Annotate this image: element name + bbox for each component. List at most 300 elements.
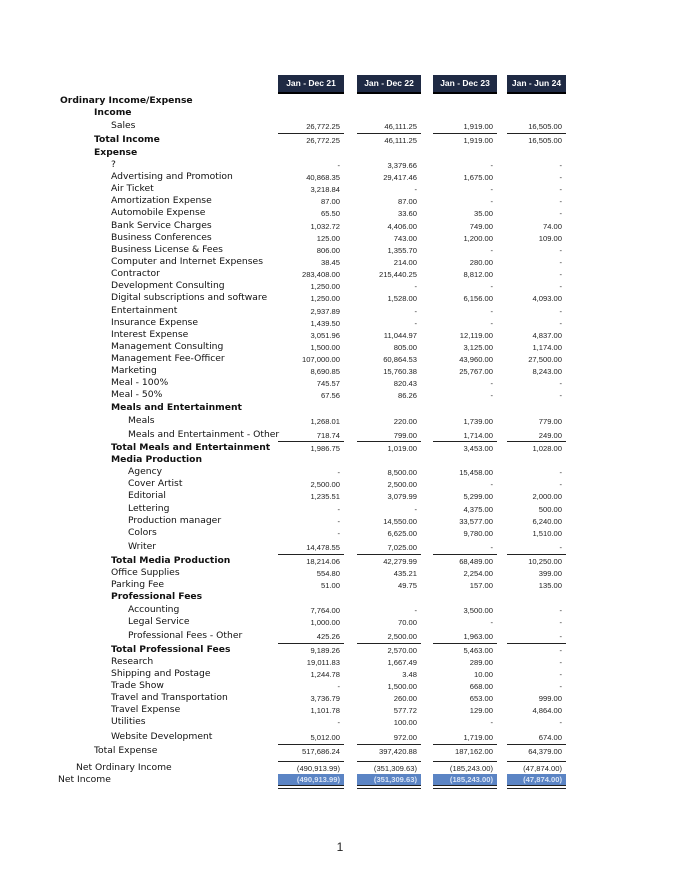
cell-value: 1,250.00 — [310, 282, 340, 291]
row-label: Meals and Entertainment - Other — [128, 429, 280, 440]
cell-value: 1,250.00 — [310, 294, 340, 303]
cell-value: 51.00 — [320, 581, 340, 590]
table-row — [0, 207, 680, 219]
table-row — [0, 329, 680, 341]
cell-value: 19,011.83 — [306, 658, 340, 667]
cell-value: (185,243.00) — [449, 764, 493, 773]
table-row — [0, 134, 680, 146]
cell-value: 554.80 — [316, 569, 340, 578]
cell-value: - — [337, 505, 340, 514]
row-label: Total Professional Fees — [111, 644, 231, 655]
table-row — [0, 402, 680, 414]
row-label: Cover Artist — [128, 478, 183, 489]
cell-value: 1,355.70 — [387, 246, 417, 255]
table-row — [0, 630, 680, 642]
cell-value: 517,686.24 — [301, 747, 340, 756]
cell-value: - — [559, 197, 562, 206]
cell-value: 40,868.35 — [306, 173, 340, 182]
cell-value: 16,505.00 — [528, 136, 562, 145]
row-label: Utilities — [111, 716, 146, 727]
cell-value: 86.26 — [397, 391, 417, 400]
cell-value: - — [337, 682, 340, 691]
cell-value: 29,417.46 — [383, 173, 417, 182]
row-label: Interest Expense — [111, 329, 189, 340]
row-label: Business License & Fees — [111, 244, 223, 255]
table-row — [0, 692, 680, 704]
table-row — [0, 171, 680, 183]
cell-value: 5,463.00 — [463, 646, 493, 655]
cell-value: - — [490, 307, 493, 316]
subtotal-rule — [357, 744, 421, 745]
table-row — [0, 389, 680, 401]
subtotal-rule — [507, 744, 566, 745]
cell-value: 46,111.25 — [384, 122, 417, 131]
table-row — [0, 377, 680, 389]
row-label: Total Income — [94, 134, 160, 145]
cell-value: 157.00 — [469, 581, 493, 590]
page-number: 1 — [336, 840, 344, 854]
cell-value: - — [559, 618, 562, 627]
table-row — [0, 490, 680, 502]
cell-value: 26,772.25 — [306, 136, 340, 145]
cell-value: (351,309.63) — [357, 774, 421, 785]
subtotal-rule — [507, 554, 566, 555]
subtotal-rule — [433, 554, 497, 555]
cell-value: 7,764.00 — [310, 606, 340, 615]
table-row — [0, 668, 680, 680]
cell-value: 5,299.00 — [463, 492, 493, 501]
cell-value: 397,420.88 — [378, 747, 417, 756]
cell-value: - — [559, 646, 562, 655]
cell-value: 653.00 — [469, 694, 493, 703]
table-row — [0, 107, 680, 119]
row-label: Professional Fees - Other — [128, 630, 243, 641]
row-label: Parking Fee — [111, 579, 165, 590]
row-label: Colors — [128, 527, 157, 538]
table-row — [0, 478, 680, 490]
cell-value: 3,736.79 — [310, 694, 340, 703]
cell-value: 18,214.06 — [306, 557, 340, 566]
table-row — [0, 429, 680, 441]
cell-value: 779.00 — [538, 417, 562, 426]
cell-value: 1,714.00 — [463, 431, 493, 440]
cell-value: 820.43 — [393, 379, 417, 388]
table-row — [0, 195, 680, 207]
subtotal-rule — [433, 761, 497, 762]
row-label: Meal - 50% — [111, 389, 163, 400]
double-underline — [278, 785, 344, 789]
table-row — [0, 442, 680, 454]
cell-value: 249.00 — [538, 431, 562, 440]
table-row — [0, 147, 680, 159]
cell-value: - — [490, 246, 493, 255]
cell-value: 15,760.38 — [383, 367, 417, 376]
table-row — [0, 95, 680, 107]
cell-value: (185,243.00) — [433, 774, 497, 785]
cell-value: - — [559, 161, 562, 170]
cell-value: (490,913.99) — [296, 764, 340, 773]
cell-value: 674.00 — [538, 733, 562, 742]
row-label: Insurance Expense — [111, 317, 198, 328]
row-label: Total Expense — [94, 745, 158, 756]
subtotal-rule — [507, 133, 566, 134]
table-row — [0, 604, 680, 616]
cell-value: 1,235.51 — [310, 492, 340, 501]
row-label: Net Ordinary Income — [76, 762, 172, 773]
cell-value: 43,960.00 — [459, 355, 493, 364]
cell-value: 3,051.96 — [310, 331, 340, 340]
row-label: Air Ticket — [111, 183, 154, 194]
row-label: Sales — [111, 120, 136, 131]
cell-value: 799.00 — [393, 431, 417, 440]
cell-value: 2,937.89 — [310, 307, 340, 316]
cell-value: 749.00 — [469, 222, 493, 231]
cell-value: 9,189.26 — [310, 646, 340, 655]
cell-value: 5,012.00 — [310, 733, 340, 742]
subtotal-rule — [507, 441, 566, 442]
cell-value: 668.00 — [469, 682, 493, 691]
cell-value: 4,837.00 — [532, 331, 562, 340]
cell-value: 87.00 — [320, 197, 340, 206]
table-row — [0, 353, 680, 365]
table-row — [0, 183, 680, 195]
table-row — [0, 244, 680, 256]
cell-value: - — [559, 543, 562, 552]
cell-value: 214.00 — [393, 258, 417, 267]
cell-value: 283,408.00 — [301, 270, 340, 279]
cell-value: - — [559, 606, 562, 615]
column-header: Jan - Dec 22 — [357, 75, 421, 92]
row-label: Accounting — [128, 604, 180, 615]
cell-value: - — [559, 379, 562, 388]
cell-value: 100.00 — [393, 718, 417, 727]
table-row — [0, 317, 680, 329]
row-label: Website Development — [111, 731, 213, 742]
row-label: Income — [94, 107, 132, 118]
column-header: Jan - Dec 23 — [433, 75, 497, 92]
row-label: Meal - 100% — [111, 377, 169, 388]
row-label: Production manager — [128, 515, 222, 526]
cell-value: 25,767.00 — [459, 367, 493, 376]
cell-value: - — [490, 185, 493, 194]
cell-value: 14,550.00 — [383, 517, 417, 526]
cell-value: 6,625.00 — [387, 529, 417, 538]
cell-value: 1,101.78 — [310, 706, 340, 715]
table-row — [0, 292, 680, 304]
cell-value: 1,032.72 — [310, 222, 340, 231]
cell-value: - — [559, 282, 562, 291]
cell-value: - — [337, 161, 340, 170]
cell-value: 33.60 — [397, 209, 417, 218]
cell-value: 1,019.00 — [387, 444, 417, 453]
cell-value: 1,028.00 — [532, 444, 562, 453]
cell-value: 1,510.00 — [532, 529, 562, 538]
cell-value: - — [559, 258, 562, 267]
cell-value: 65.50 — [320, 209, 340, 218]
cell-value: 2,500.00 — [387, 632, 417, 641]
double-underline — [507, 785, 566, 789]
cell-value: 7,025.00 — [387, 543, 417, 552]
cell-value: - — [559, 718, 562, 727]
subtotal-rule — [278, 744, 344, 745]
cell-value: 15,458.00 — [459, 468, 493, 477]
cell-value: 49.75 — [397, 581, 417, 590]
cell-value: 220.00 — [393, 417, 417, 426]
cell-value: 972.00 — [393, 733, 417, 742]
row-label: Shipping and Postage — [111, 668, 211, 679]
cell-value: 3,500.00 — [463, 606, 493, 615]
cell-value: - — [559, 319, 562, 328]
cell-value: 187,162.00 — [454, 747, 493, 756]
table-row — [0, 120, 680, 132]
subtotal-rule — [278, 441, 344, 442]
cell-value: 1,719.00 — [463, 733, 493, 742]
cell-value: 16,505.00 — [528, 122, 562, 131]
row-label: Advertising and Promotion — [111, 171, 233, 182]
cell-value: - — [414, 319, 417, 328]
row-label: Media Production — [111, 454, 203, 465]
row-label: Research — [111, 656, 154, 667]
subtotal-rule — [507, 761, 566, 762]
cell-value: 435.21 — [393, 569, 417, 578]
table-row — [0, 527, 680, 539]
cell-value: 135.00 — [538, 581, 562, 590]
row-label: Travel and Transportation — [111, 692, 228, 703]
table-row — [0, 731, 680, 743]
row-label: Expense — [94, 147, 138, 158]
cell-value: 67.56 — [320, 391, 340, 400]
table-row — [0, 774, 680, 786]
subtotal-rule — [278, 554, 344, 555]
cell-value: - — [490, 543, 493, 552]
row-label: Net Income — [58, 774, 111, 785]
cell-value: 87.00 — [397, 197, 417, 206]
column-header: Jan - Dec 21 — [278, 75, 344, 92]
cell-value: (47,874.00) — [507, 774, 566, 785]
cell-value: 11,044.97 — [383, 331, 417, 340]
cell-value: - — [490, 718, 493, 727]
cell-value: 129.00 — [469, 706, 493, 715]
cell-value: - — [559, 391, 562, 400]
cell-value: - — [337, 718, 340, 727]
cell-value: 1,244.78 — [310, 670, 340, 679]
cell-value: 743.00 — [393, 234, 417, 243]
cell-value: 1,986.75 — [310, 444, 340, 453]
cell-value: 745.57 — [316, 379, 340, 388]
cell-value: 1,919.00 — [463, 122, 493, 131]
row-label: Professional Fees — [111, 591, 203, 602]
row-label: Trade Show — [111, 680, 164, 691]
cell-value: 806.00 — [316, 246, 340, 255]
table-row — [0, 305, 680, 317]
cell-value: 4,406.00 — [387, 222, 417, 231]
row-label: Total Media Production — [111, 555, 231, 566]
subtotal-rule — [278, 761, 344, 762]
cell-value: 42,279.99 — [383, 557, 417, 566]
cell-value: 68,489.00 — [459, 557, 493, 566]
cell-value: - — [490, 282, 493, 291]
cell-value: - — [414, 606, 417, 615]
cell-value: 107,000.00 — [301, 355, 340, 364]
cell-value: - — [490, 480, 493, 489]
double-underline — [357, 785, 421, 789]
cell-value: 1,739.00 — [463, 417, 493, 426]
cell-value: - — [414, 505, 417, 514]
row-label: Meals and Entertainment — [111, 402, 242, 413]
cell-value: 2,500.00 — [387, 480, 417, 489]
cell-value: - — [559, 270, 562, 279]
cell-value: (490,913.99) — [278, 774, 344, 785]
cell-value: 27,500.00 — [528, 355, 562, 364]
cell-value: 1,675.00 — [463, 173, 493, 182]
cell-value: 33,577.00 — [459, 517, 493, 526]
cell-value: - — [559, 670, 562, 679]
cell-value: 805.00 — [393, 343, 417, 352]
cell-value: 8,690.85 — [310, 367, 340, 376]
row-label: Development Consulting — [111, 280, 225, 291]
table-row — [0, 762, 680, 774]
cell-value: 8,500.00 — [387, 468, 417, 477]
subtotal-rule — [278, 133, 344, 134]
cell-value: 2,000.00 — [532, 492, 562, 501]
row-label: Editorial — [128, 490, 166, 501]
row-label: ? — [111, 159, 116, 170]
table-row — [0, 656, 680, 668]
cell-value: 4,864.00 — [532, 706, 562, 715]
cell-value: - — [490, 618, 493, 627]
subtotal-rule — [357, 643, 421, 644]
cell-value: - — [414, 282, 417, 291]
row-label: Meals — [128, 415, 155, 426]
cell-value: 260.00 — [393, 694, 417, 703]
table-row — [0, 644, 680, 656]
cell-value: - — [559, 480, 562, 489]
cell-value: 8,243.00 — [532, 367, 562, 376]
cell-value: 6,156.00 — [463, 294, 493, 303]
table-row — [0, 280, 680, 292]
cell-value: 2,500.00 — [310, 480, 340, 489]
cell-value: 1,963.00 — [463, 632, 493, 641]
cell-value: 1,439.50 — [310, 319, 340, 328]
row-label: Amortization Expense — [111, 195, 212, 206]
table-row — [0, 159, 680, 171]
table-row — [0, 745, 680, 757]
cell-value: 399.00 — [538, 569, 562, 578]
cell-value: - — [559, 632, 562, 641]
row-label: Digital subscriptions and software — [111, 292, 268, 303]
cell-value: 3,453.00 — [463, 444, 493, 453]
cell-value: 215,440.25 — [378, 270, 417, 279]
column-header: Jan - Jun 24 — [507, 75, 566, 92]
cell-value: 8,812.00 — [463, 270, 493, 279]
table-row — [0, 716, 680, 728]
cell-value: - — [559, 468, 562, 477]
cell-value: 10,250.00 — [528, 557, 562, 566]
table-row — [0, 415, 680, 427]
cell-value: 718.74 — [316, 431, 340, 440]
row-label: Ordinary Income/Expense — [60, 95, 193, 106]
subtotal-rule — [433, 744, 497, 745]
row-label: Writer — [128, 541, 157, 552]
cell-value: 14,478.55 — [306, 543, 340, 552]
subtotal-rule — [433, 133, 497, 134]
cell-value: 289.00 — [469, 658, 493, 667]
row-label: Contractor — [111, 268, 160, 279]
cell-value: 2,570.00 — [387, 646, 417, 655]
cell-value: 46,111.25 — [384, 136, 417, 145]
subtotal-rule — [357, 554, 421, 555]
cell-value: 35.00 — [473, 209, 493, 218]
subtotal-rule — [433, 441, 497, 442]
cell-value: - — [559, 658, 562, 667]
cell-value: 125.00 — [316, 234, 340, 243]
table-row — [0, 268, 680, 280]
table-row — [0, 680, 680, 692]
table-row — [0, 515, 680, 527]
cell-value: (351,309.63) — [373, 764, 417, 773]
table-row — [0, 454, 680, 466]
subtotal-rule — [357, 761, 421, 762]
table-row — [0, 232, 680, 244]
row-label: Management Fee-Officer — [111, 353, 225, 364]
subtotal-rule — [357, 133, 421, 134]
row-label: Entertainment — [111, 305, 178, 316]
subtotal-rule — [507, 643, 566, 644]
cell-value: 10.00 — [473, 670, 493, 679]
cell-value: 70.00 — [397, 618, 417, 627]
cell-value: - — [414, 185, 417, 194]
cell-value: 12,119.00 — [459, 331, 493, 340]
subtotal-rule — [433, 643, 497, 644]
cell-value: - — [559, 173, 562, 182]
row-label: Total Meals and Entertainment — [111, 442, 271, 453]
row-label: Legal Service — [128, 616, 190, 627]
cell-value: - — [490, 197, 493, 206]
cell-value: 3,125.00 — [463, 343, 493, 352]
subtotal-rule — [278, 643, 344, 644]
cell-value: 280.00 — [469, 258, 493, 267]
cell-value: (47,874.00) — [523, 764, 562, 773]
cell-value: 1,268.01 — [310, 417, 340, 426]
cell-value: - — [559, 209, 562, 218]
table-row — [0, 341, 680, 353]
table-row — [0, 616, 680, 628]
cell-value: - — [337, 529, 340, 538]
cell-value: 577.72 — [393, 706, 417, 715]
row-label: Marketing — [111, 365, 157, 376]
cell-value: - — [559, 307, 562, 316]
cell-value: - — [490, 379, 493, 388]
cell-value: 500.00 — [538, 505, 562, 514]
cell-value: - — [490, 161, 493, 170]
cell-value: 9,780.00 — [463, 529, 493, 538]
table-row — [0, 256, 680, 268]
table-row — [0, 555, 680, 567]
cell-value: 1,200.00 — [463, 234, 493, 243]
row-label: Office Supplies — [111, 567, 180, 578]
table-row — [0, 220, 680, 232]
cell-value: 999.00 — [538, 694, 562, 703]
cell-value: 38.45 — [320, 258, 340, 267]
subtotal-rule — [357, 441, 421, 442]
row-label: Computer and Internet Expenses — [111, 256, 263, 267]
row-label: Travel Expense — [111, 704, 181, 715]
cell-value: - — [559, 246, 562, 255]
cell-value: 3,218.84 — [310, 185, 340, 194]
cell-value: 3,379.66 — [387, 161, 417, 170]
cell-value: 1,500.00 — [387, 682, 417, 691]
table-row — [0, 541, 680, 553]
